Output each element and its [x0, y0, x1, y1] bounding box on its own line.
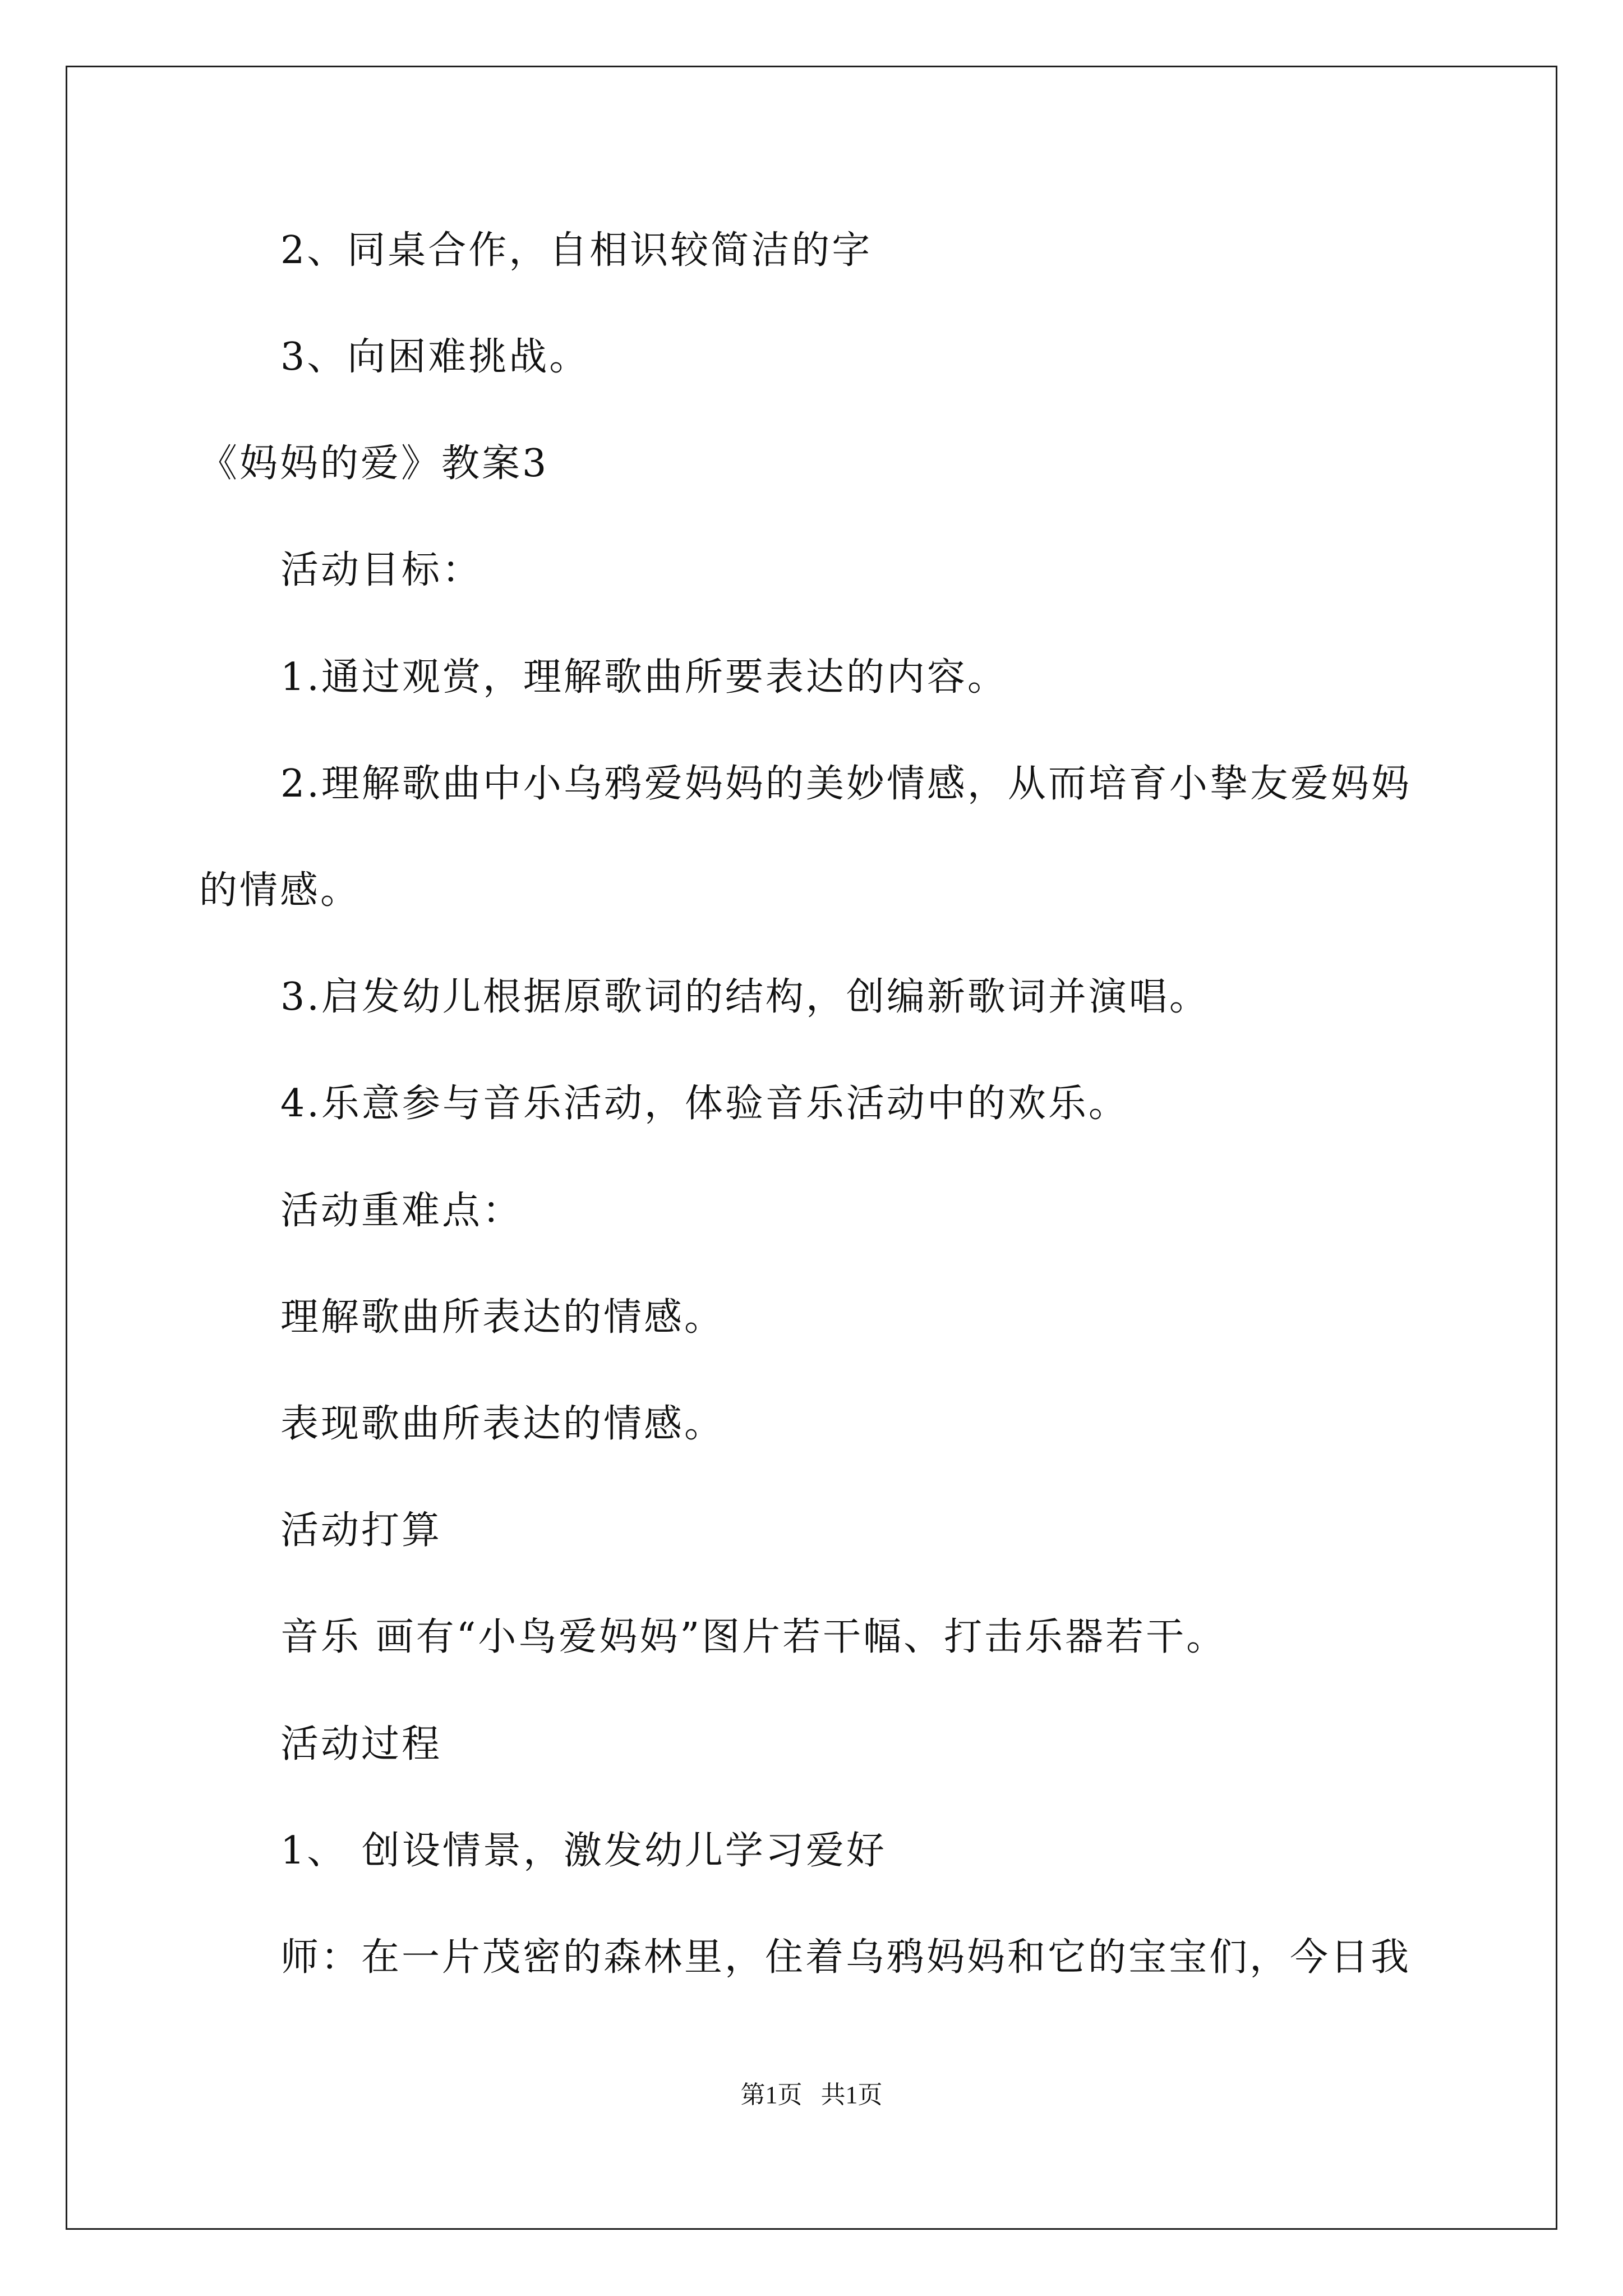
paragraph-line: 活动过程	[280, 1722, 442, 1766]
paragraph-line: 2.理解歌曲中小乌鸦爱妈妈的美妙情感，从而培育小挚友爱妈妈	[280, 762, 1412, 806]
paragraph-line: 的情感。	[199, 868, 361, 913]
paragraph-line: 1.通过观赏，理解歌曲所要表达的内容。	[280, 655, 1008, 700]
paragraph-line: 1、 创设情景，激发幼儿学习爱好	[280, 1829, 887, 1873]
paragraph-line: 活动目标：	[280, 548, 483, 592]
section-heading: 《妈妈的爱》教案3	[199, 441, 549, 486]
page-border	[66, 66, 1557, 2230]
paragraph-line: 2、同桌合作，自相识较简洁的字	[280, 228, 873, 273]
paragraph-line: 表现歌曲所表达的情感。	[280, 1402, 725, 1446]
paragraph-line: 师：在一片茂密的森林里，住着乌鸦妈妈和它的宝宝们，今日我	[280, 1935, 1412, 1980]
paragraph-line: 3、向困难挑战。	[280, 335, 590, 379]
paragraph-line: 活动重难点：	[280, 1189, 523, 1233]
paragraph-line: 3.启发幼儿根据原歌词的结构，创编新歌词并演唱。	[280, 975, 1210, 1019]
paragraph-line: 理解歌曲所表达的情感。	[280, 1295, 725, 1340]
paragraph-line: 音乐 画有“小鸟爱妈妈”图片若干幅、打击乐器若干。	[280, 1615, 1227, 1659]
page-number-footer: 第1页 共1页	[740, 2081, 883, 2109]
paragraph-line: 4.乐意参与音乐活动，体验音乐活动中的欢乐。	[280, 1082, 1129, 1126]
paragraph-line: 活动打算	[280, 1508, 442, 1553]
